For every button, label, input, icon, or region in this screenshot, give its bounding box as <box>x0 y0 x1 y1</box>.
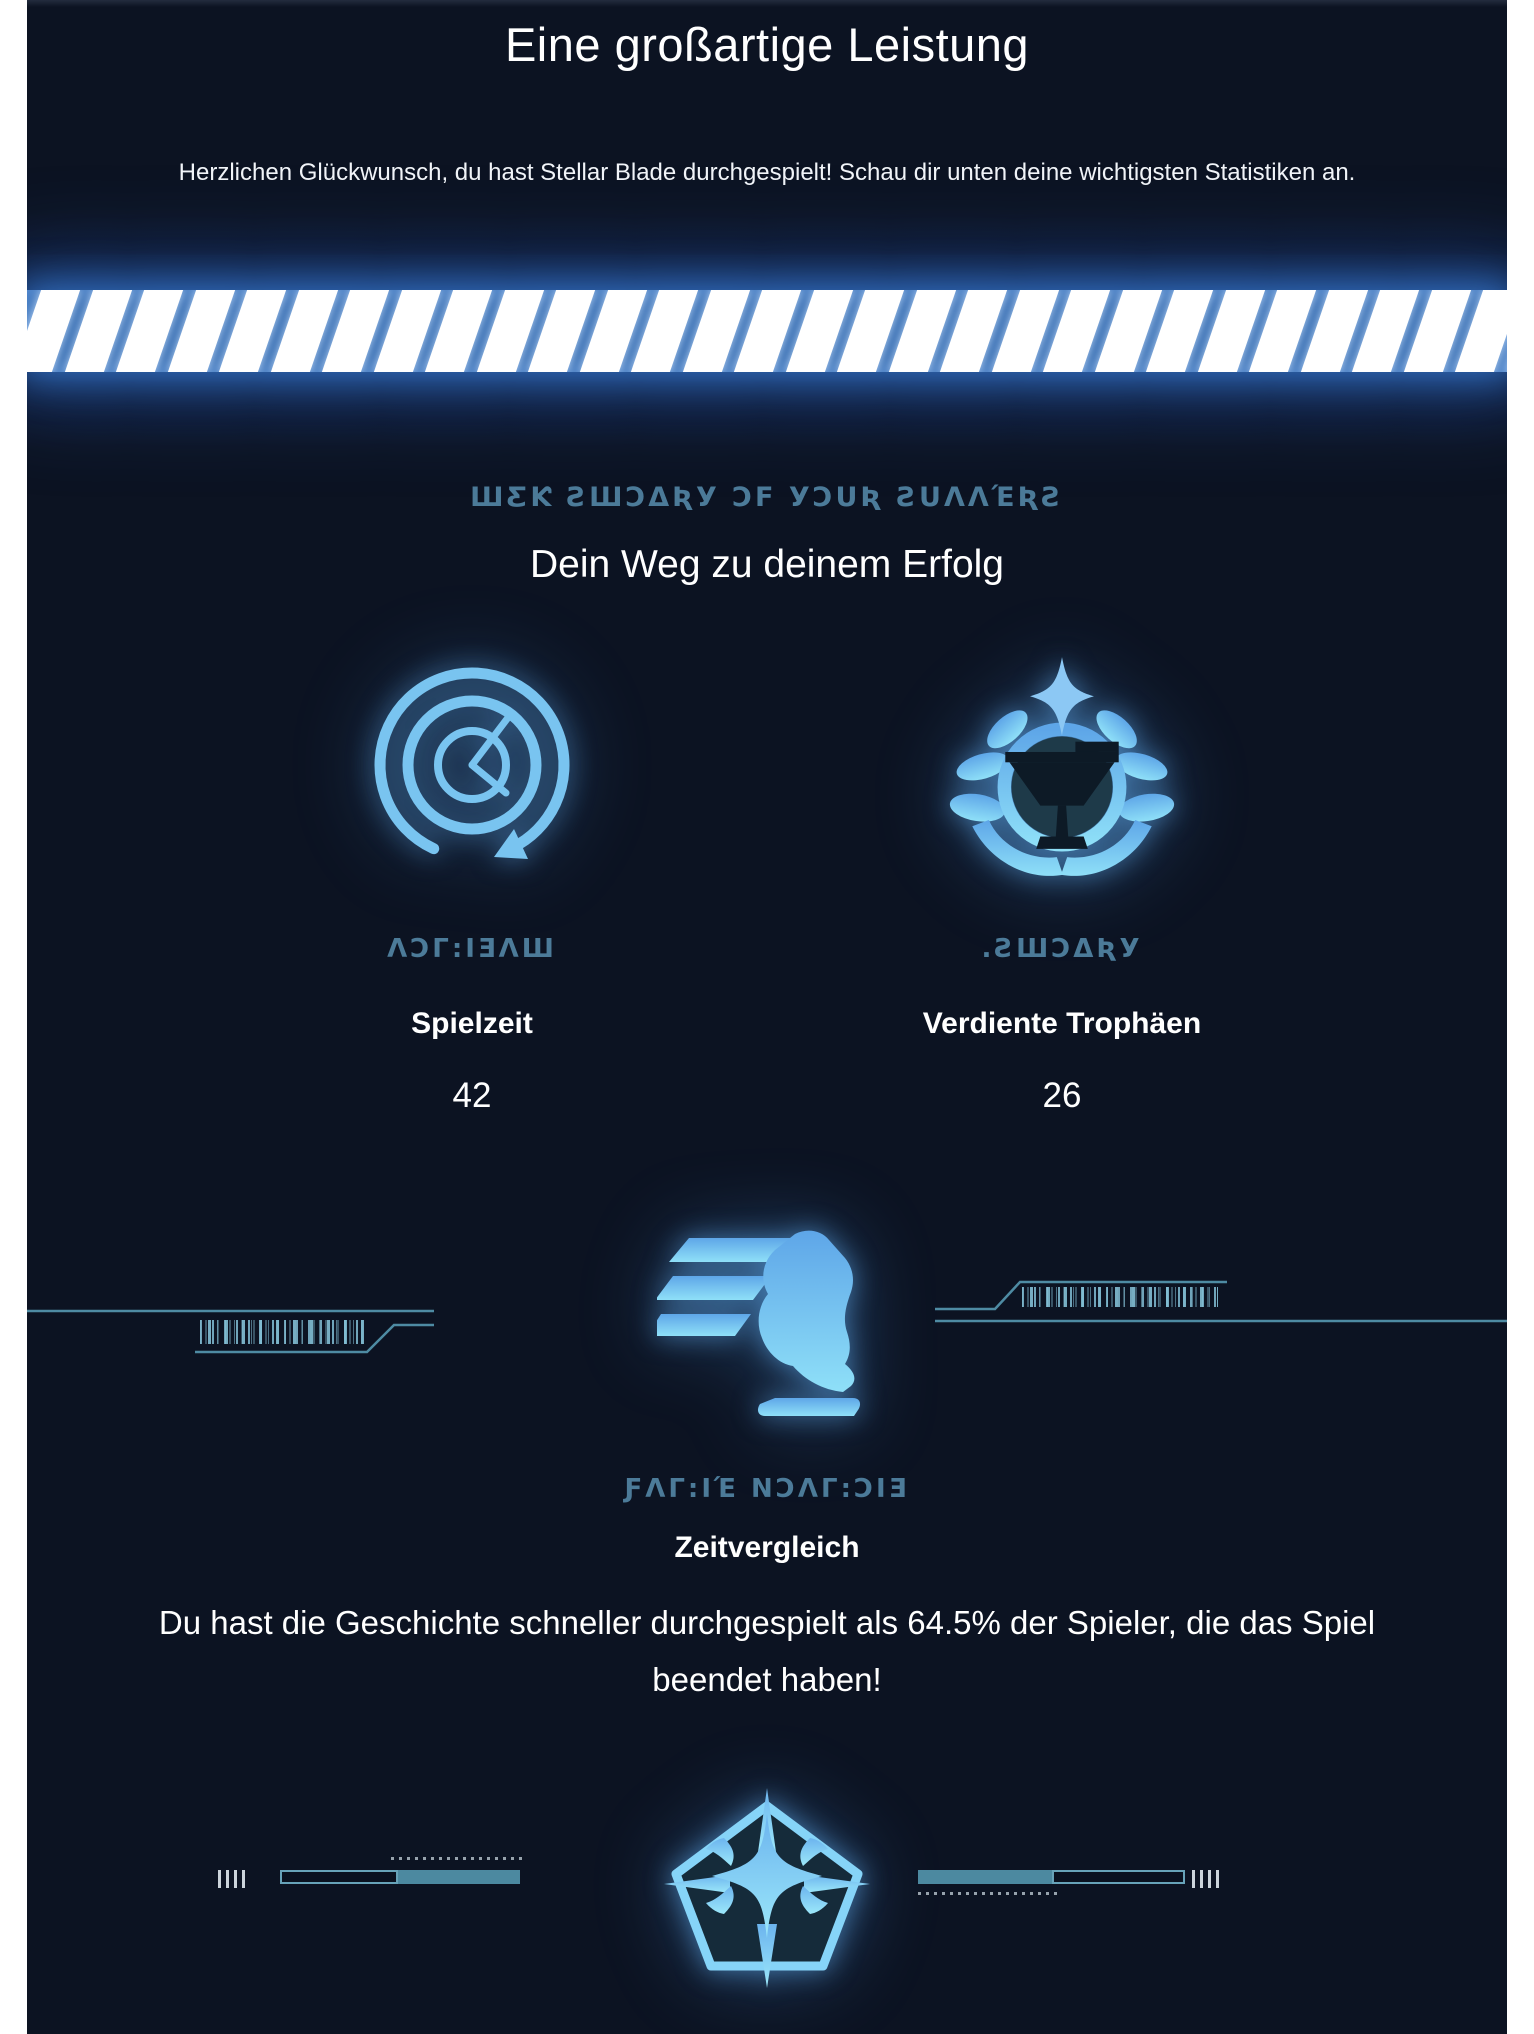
hud-divider-section <box>27 1216 1507 1446</box>
stat-trophies-value: 26 <box>1042 1076 1082 1115</box>
journey-title: Dein Weg zu deinem Erfolg <box>529 543 1005 586</box>
speed-boot-wrap <box>657 1220 877 1445</box>
footer-gauge-right <box>918 1870 1223 1930</box>
sparkle-star <box>1030 657 1094 735</box>
barcode-right <box>1022 1287 1218 1307</box>
tick-marks <box>218 1870 249 1888</box>
page-title: Eine großartige Leistung <box>504 18 1030 71</box>
speed-boot-icon <box>657 1220 877 1440</box>
alien-glyph-comparison: ƑΛΓ:ΙΈ ΝƆΛΓ:ƆΙƎ <box>624 1474 910 1504</box>
stat-trophies-label: Verdiente Trophäen <box>922 1007 1202 1040</box>
divider-band-zone <box>27 213 1507 449</box>
stat-playtime-glyphs: ΛƆΓ:ΙƎΛШ <box>387 934 557 964</box>
footer-section <box>27 1784 1507 1988</box>
stat-trophies-glyphs: .ƧШƆΔƦУ <box>981 934 1143 964</box>
dotted-line <box>918 1892 1059 1895</box>
stat-playtime <box>177 653 767 1116</box>
dotted-line <box>391 1857 522 1860</box>
star-pentagon-emblem-icon <box>662 1788 872 1988</box>
tick-marks <box>1192 1870 1223 1888</box>
barcode-left <box>200 1320 366 1344</box>
gauge-segment-empty <box>1052 1870 1185 1884</box>
gauge-segment-filled <box>398 1870 520 1884</box>
stat-playtime-value: 42 <box>452 1076 492 1115</box>
hud-bracket-left <box>27 1308 435 1354</box>
recap-card <box>27 0 1507 2034</box>
stat-playtime-label: Spielzeit <box>411 1007 533 1040</box>
page-subtitle: Herzlichen Glückwunsch, du hast Stellar Blade durchgespielt! Schau dir unten deine wichtigsten Statistiken an. <box>178 159 1356 186</box>
hud-bracket-right <box>935 1279 1507 1323</box>
gauge-segment-empty <box>280 1870 398 1884</box>
emblem-wrap <box>662 1788 872 1993</box>
playtime-clock-icon <box>352 653 592 885</box>
stat-trophies <box>767 653 1357 1116</box>
trophy-laurel-icon <box>942 653 1182 885</box>
footer-gauge-left <box>218 1857 522 1917</box>
stats-row <box>27 653 1507 1116</box>
stripe-band <box>27 290 1507 372</box>
gauge-segment-filled <box>918 1870 1052 1884</box>
comparison-title: Zeitvergleich <box>674 1531 860 1564</box>
comparison-description: Du hast die Geschichte schneller durchgespielt als 64.5% der Spieler, die das Spiel beendet haben! <box>158 1604 1376 1698</box>
alien-glyph-heading: ШƸƘ ƧШƆΔƦУ ƆϜ УƆUƦ ƧUΛΛΈƦƧ <box>470 482 1064 513</box>
